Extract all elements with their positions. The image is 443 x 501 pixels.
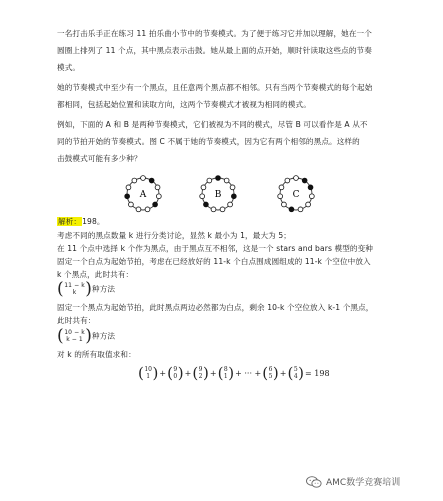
plus-sign: + bbox=[159, 369, 167, 378]
circle-figure-a bbox=[125, 176, 161, 212]
beat-dot-empty bbox=[228, 202, 233, 207]
formula-term: ( 8 1 ) bbox=[217, 364, 235, 382]
beat-dot-filled bbox=[125, 194, 130, 199]
solution-answer-line bbox=[57, 216, 105, 227]
beat-dot-empty bbox=[279, 185, 284, 190]
formula-term: ( 5 4 ) bbox=[287, 364, 305, 382]
binom-bottom: k bbox=[72, 288, 77, 296]
solution-line: k 个黑点，此时共有： bbox=[57, 270, 134, 279]
beat-dot-filled bbox=[216, 176, 221, 181]
answer-value: 198。 bbox=[82, 217, 105, 226]
binom-top: 11 − k bbox=[64, 282, 85, 289]
problem-line: 击鼓模式可能有多少种？ bbox=[57, 154, 142, 163]
beat-dot-empty bbox=[145, 207, 150, 212]
beat-dot-empty bbox=[298, 207, 303, 212]
beat-dot-empty bbox=[220, 207, 225, 212]
watermark-text: AMC数学竞赛培训 bbox=[326, 478, 401, 488]
circle-figure-b bbox=[200, 176, 236, 212]
figure-label: B bbox=[214, 190, 222, 200]
solution-line: 对 k 的所有取值求和： bbox=[57, 350, 136, 359]
beat-dot-filled bbox=[153, 202, 158, 207]
beat-dot-filled bbox=[308, 185, 313, 190]
formula-term: ( 6 5 ) bbox=[262, 364, 279, 382]
beat-dot-empty bbox=[201, 185, 206, 190]
equals-result: = 198 bbox=[305, 369, 330, 378]
problem-line: 都相同，包括起始位置和读取方向，这两个节奏模式才被视为相同的模式。 bbox=[57, 100, 311, 109]
watermark bbox=[306, 475, 400, 488]
beat-dot-empty bbox=[278, 194, 283, 199]
beat-dot-empty bbox=[132, 178, 137, 183]
beat-dot-empty bbox=[306, 202, 311, 207]
binom-bottom: k − 1 bbox=[66, 335, 83, 343]
beat-dot-empty bbox=[141, 176, 146, 181]
sum-formula bbox=[138, 366, 330, 381]
rhythm-circles-figure bbox=[118, 168, 338, 228]
problem-line: 同的节拍开始的节奏模式。图 C 不属于她的节奏模式，因为它有两个相邻的黑点。这样的 bbox=[57, 137, 360, 146]
plus-sign: + bbox=[209, 369, 217, 378]
beat-dot-filled bbox=[302, 178, 307, 183]
binom-top: 10 − k bbox=[64, 329, 85, 336]
binom-suffix: 种方法 bbox=[92, 284, 116, 294]
solution-line: 此时共有： bbox=[57, 316, 96, 325]
beat-dot-empty bbox=[285, 178, 290, 183]
beat-dot-empty bbox=[207, 178, 212, 183]
circle-figure-c bbox=[278, 176, 314, 212]
formula-term: ( 9 2 ) bbox=[192, 364, 209, 382]
solution-line: 固定一个黑点为起始节拍，此时黑点两边必然都为白点，剩余 10-k 个空位放入 k-1 个黑点， bbox=[57, 303, 374, 312]
beat-dot-filled bbox=[231, 194, 236, 199]
beat-dot-filled bbox=[204, 202, 209, 207]
binom-line-2 bbox=[57, 328, 115, 345]
problem-line: 例如，下面的 A 和 B 是两种节奏模式，它们被视为不同的模式，尽管 B 可以看作是 A 从不 bbox=[57, 120, 368, 129]
beat-dot-empty bbox=[129, 202, 134, 207]
beat-dot-empty bbox=[211, 207, 216, 212]
ellipsis: + ··· + bbox=[235, 369, 262, 378]
beat-dot-empty bbox=[126, 185, 131, 190]
problem-line: 她的节奏模式中至少有一个黑点，且任意两个黑点都不相邻。只有当两个节奏模式的每个起始 bbox=[57, 83, 373, 92]
solution-line: 在 11 个点中选择 k 个作为黑点，由于黑点互不相邻，这是一个 stars and bars 模型的变种 bbox=[57, 244, 373, 253]
beat-dot-filled bbox=[289, 207, 294, 212]
binomial-coefficient: ( 11 − k k ) bbox=[57, 279, 93, 299]
solution-line: 固定一个白点为起始节拍，考虑在已经放好的 11-k 个白点围成圆组成的 11-k 个空位中放入 bbox=[57, 257, 371, 266]
problem-line: 圆圈上排列了 11 个点，其中黑点表示击鼓。她从最上面的点开始，顺时针读取这些点的节奏 bbox=[57, 46, 372, 55]
plus-sign: + bbox=[279, 369, 287, 378]
formula-term: ( 10 1 ) bbox=[138, 364, 159, 382]
figure-label: A bbox=[139, 190, 147, 200]
plus-sign: + bbox=[184, 369, 192, 378]
beat-dot-empty bbox=[156, 194, 161, 199]
beat-dot-empty bbox=[155, 185, 160, 190]
binomial-coefficient: ( 10 − k k − 1 ) bbox=[57, 326, 93, 346]
beat-dot-empty bbox=[294, 176, 299, 181]
problem-line: 一名打击乐手正在练习 11 拍乐曲小节中的节奏模式。为了便于练习它并加以理解，她在一个 bbox=[57, 29, 372, 38]
solution-tag: 解析： bbox=[58, 217, 82, 226]
beat-dot-empty bbox=[282, 202, 287, 207]
beat-dot-empty bbox=[136, 207, 141, 212]
formula-term: ( 9 0 ) bbox=[167, 364, 184, 382]
binom-suffix: 种方法 bbox=[92, 331, 116, 341]
wechat-icon bbox=[306, 476, 322, 488]
beat-dot-empty bbox=[309, 194, 314, 199]
beat-dot-empty bbox=[230, 185, 235, 190]
solution-line: 考虑不同的黑点数量 k 进行分类讨论，显然 k 最小为 1，最大为 5； bbox=[57, 231, 291, 240]
binom-line-1 bbox=[57, 281, 115, 298]
beat-dot-empty bbox=[200, 194, 205, 199]
problem-line: 模式。 bbox=[57, 63, 81, 72]
beat-dot-filled bbox=[149, 178, 154, 183]
figure-label: C bbox=[292, 190, 300, 200]
beat-dot-empty bbox=[224, 178, 229, 183]
